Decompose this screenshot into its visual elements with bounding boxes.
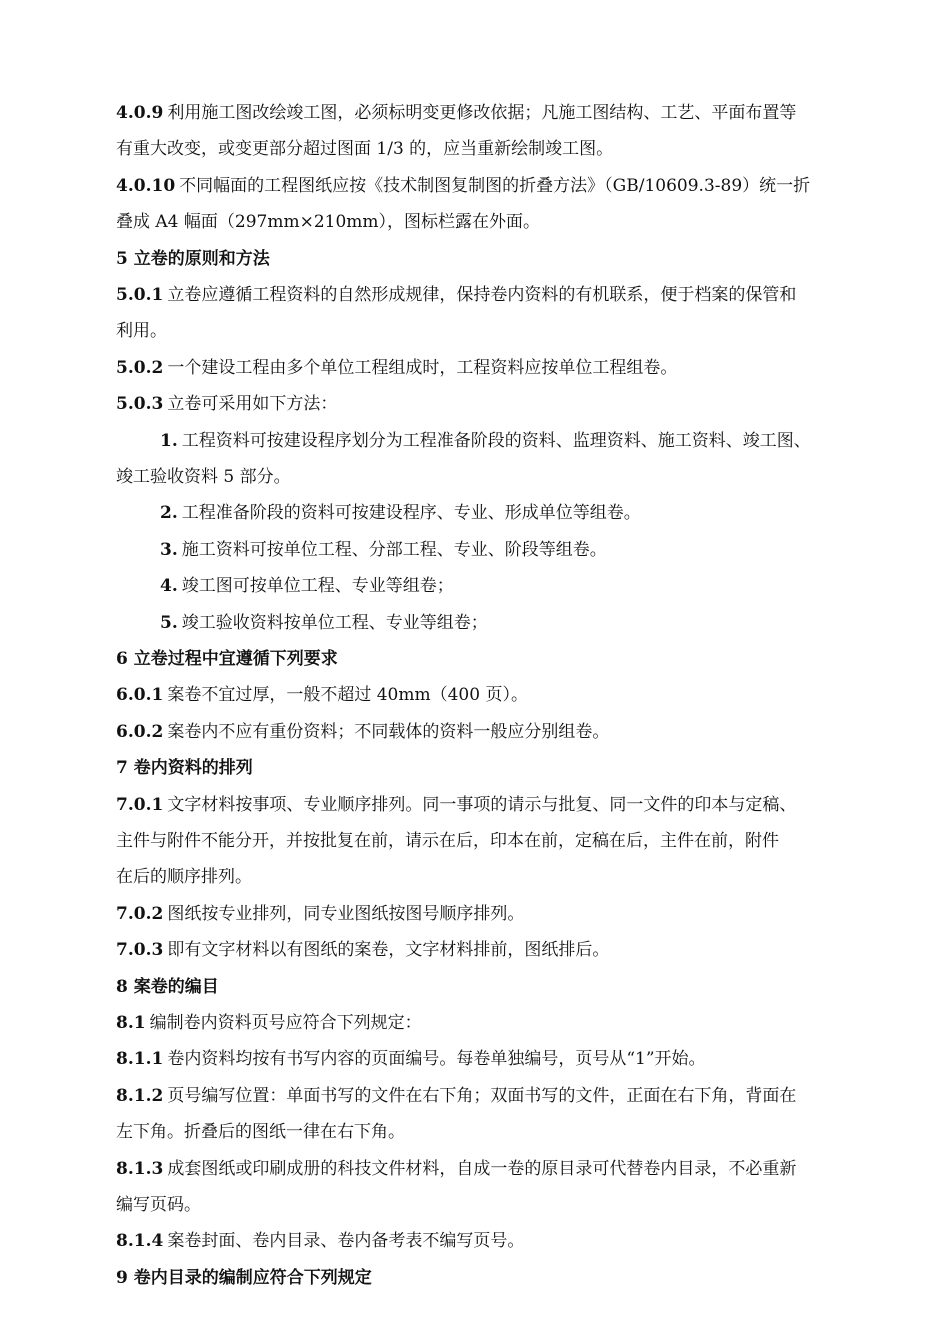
clause-text: 编写页码。 <box>116 1195 201 1215</box>
clause-text: 竣工图可按单位工程、专业等组卷； <box>181 576 454 597</box>
text-line <box>116 356 677 380</box>
text-line <box>116 829 779 853</box>
clause-number: 1. <box>160 430 178 451</box>
text-line <box>116 465 291 489</box>
text-line <box>160 429 811 453</box>
clause-text: 利用施工图改绘竣工图，必须标明变更修改依据；凡施工图结构、工艺、平面布置等 <box>167 103 797 123</box>
clause-text: 即有文字材料以有图纸的案卷，文字材料排前，图纸排后。 <box>167 940 610 961</box>
clause-text: 在后的顺序排列。 <box>116 867 252 888</box>
text-line <box>116 1084 796 1108</box>
clause-text: 竣工验收资料 5 部分。 <box>116 467 291 487</box>
text-line <box>116 319 167 343</box>
clause-text: 成套图纸或印刷成册的科技文件材料，自成一卷的原目录可代替卷内目录，不必重新 <box>167 1158 797 1179</box>
clause-text: 左下角。折叠后的图纸一律在右下角。 <box>116 1122 405 1143</box>
section-heading <box>116 975 219 999</box>
clause-number: 8.1.3 <box>116 1158 164 1179</box>
text-line <box>116 1011 422 1035</box>
clause-text: 不同幅面的工程图纸应按《技术制图复制图的折叠方法》（GB/10609.3-89）统一折 <box>179 175 811 196</box>
clause-number: 5.0.2 <box>116 357 164 378</box>
clause-text: 有重大改变，或变更部分超过图面 1/3 的，应当重新绘制竣工图。 <box>116 139 614 160</box>
heading-text: 9 卷内目录的编制应符合下列规定 <box>116 1267 372 1288</box>
text-line <box>116 865 252 889</box>
clause-text: 主件与附件不能分开，并按批复在前，请示在后，印本在前，定稿在后，主件在前，附件 <box>116 831 779 851</box>
clause-text: 页号编写位置：单面书写的文件在右下角；双面书写的文件，正面在右下角，背面在 <box>167 1085 797 1106</box>
text-line <box>116 938 609 962</box>
clause-text: 案卷封面、卷内目录、卷内备考表不编写页号。 <box>167 1231 525 1252</box>
clause-number: 8.1.4 <box>116 1231 164 1252</box>
clause-number: 8.1.1 <box>116 1049 164 1070</box>
clause-text: 编制卷内资料页号应符合下列规定： <box>149 1013 422 1033</box>
text-line <box>116 392 337 416</box>
clause-text: 竣工验收资料按单位工程、专业等组卷； <box>181 612 488 633</box>
heading-text: 6 立卷过程中宜遵循下列要求 <box>116 649 338 669</box>
section-heading <box>116 1266 372 1290</box>
clause-text: 利用。 <box>116 321 167 342</box>
clause-number: 5. <box>160 612 178 633</box>
clause-text: 工程准备阶段的资料可按建设程序、专业、形成单位等组卷。 <box>181 503 641 524</box>
clause-number: 5.0.3 <box>116 394 164 415</box>
text-line <box>116 683 528 707</box>
text-line <box>160 538 607 562</box>
clause-text: 施工资料可按单位工程、分部工程、专业、阶段等组卷。 <box>181 539 607 560</box>
clause-number: 6.0.2 <box>116 721 164 742</box>
clause-text: 叠成 A4 幅面（297mm×210mm），图标栏露在外面。 <box>116 212 541 233</box>
clause-number: 4.0.10 <box>116 175 176 196</box>
clause-number: 8.1 <box>116 1013 146 1033</box>
clause-number: 5.0.1 <box>116 285 164 305</box>
clause-text: 立卷可采用如下方法： <box>167 394 338 415</box>
clause-number: 4. <box>160 576 178 597</box>
text-line <box>116 793 796 817</box>
clause-text: 案卷内不应有重份资料；不同载体的资料一般应分别组卷。 <box>167 721 610 742</box>
text-line <box>116 1047 706 1071</box>
heading-text: 7 卷内资料的排列 <box>116 758 253 779</box>
clause-number: 7.0.1 <box>116 794 164 815</box>
text-line <box>116 1229 524 1253</box>
clause-number: 4.0.9 <box>116 103 164 123</box>
clause-text: 立卷应遵循工程资料的自然形成规律，保持卷内资料的有机联系，便于档案的保管和 <box>167 285 797 305</box>
clause-number: 8.1.2 <box>116 1085 164 1106</box>
clause-number: 3. <box>160 539 178 560</box>
clause-number: 7.0.3 <box>116 940 164 961</box>
text-line <box>116 101 796 125</box>
section-heading <box>116 647 338 671</box>
text-line <box>116 174 810 198</box>
text-line <box>116 1193 201 1217</box>
clause-number: 2. <box>160 503 178 524</box>
text-line <box>116 137 613 161</box>
text-line <box>160 574 454 598</box>
heading-text: 8 案卷的编目 <box>116 976 219 997</box>
text-line <box>116 1120 405 1144</box>
clause-number: 6.0.1 <box>116 685 164 706</box>
clause-text: 图纸按专业排列，同专业图纸按图号顺序排列。 <box>167 903 525 924</box>
clause-text: 一个建设工程由多个单位工程组成时，工程资料应按单位工程组卷。 <box>167 357 678 378</box>
text-line <box>116 1157 796 1181</box>
text-line <box>160 611 488 635</box>
text-line <box>116 210 540 234</box>
text-line <box>116 283 796 307</box>
clause-number: 7.0.2 <box>116 903 164 924</box>
clause-text: 卷内资料均按有书写内容的页面编号。每卷单独编号，页号从“1”开始。 <box>167 1049 706 1070</box>
clause-text: 案卷不宜过厚，一般不超过 40mm（400 页）。 <box>167 685 528 706</box>
section-heading <box>116 756 253 780</box>
text-line <box>116 720 609 744</box>
clause-text: 文字材料按事项、专业顺序排列。同一事项的请示与批复、同一文件的印本与定稿、 <box>167 794 797 815</box>
heading-text: 5 立卷的原则和方法 <box>116 248 270 269</box>
clause-text: 工程资料可按建设程序划分为工程准备阶段的资料、监理资料、施工资料、竣工图、 <box>181 430 811 451</box>
section-heading <box>116 247 270 271</box>
text-line <box>116 902 524 926</box>
text-line <box>160 501 641 525</box>
